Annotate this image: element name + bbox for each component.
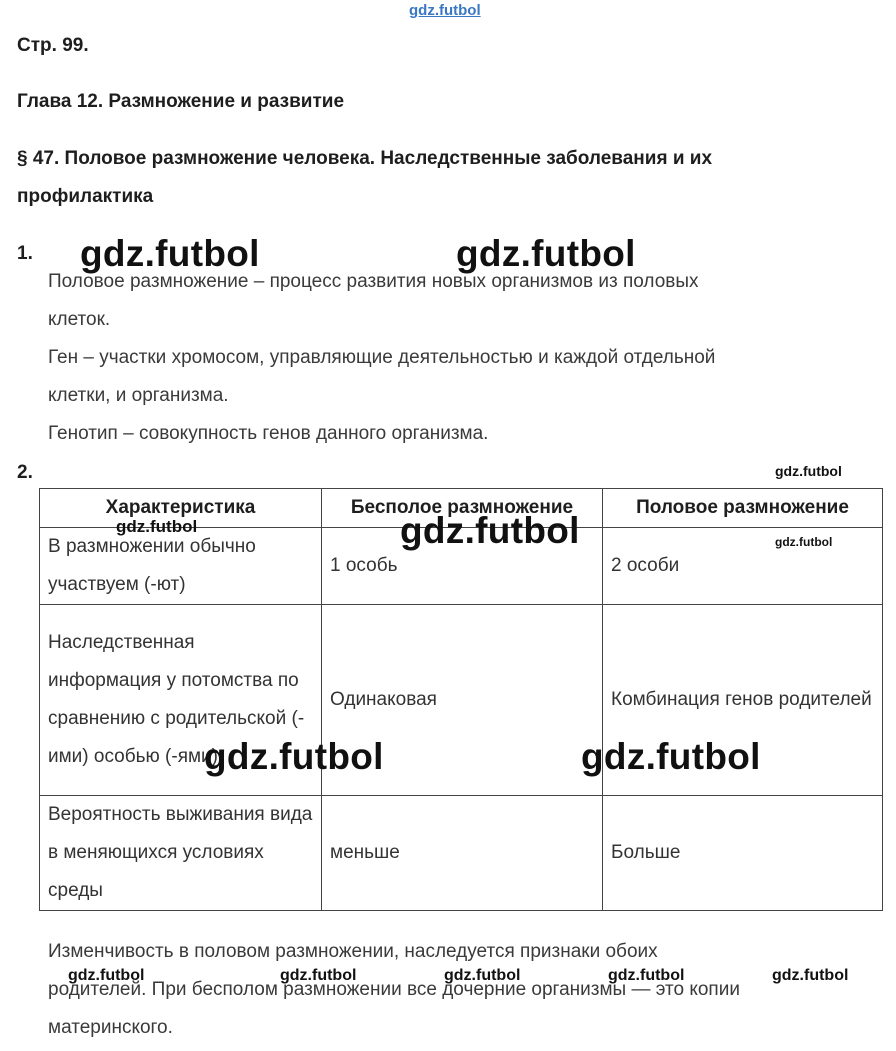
table-header-cell: Половое размножение: [603, 489, 883, 528]
table-cell: 1 особь: [322, 528, 603, 605]
answer-line: клетки, и организма.: [48, 385, 229, 406]
chapter-title: Глава 12. Размножение и развитие: [17, 91, 345, 112]
conclusion-line: родителей. При бесполом размножении все дочерние организмы — это копии: [48, 979, 740, 1000]
question-2-number: 2.: [17, 462, 33, 483]
table-cell: 2 особи: [603, 528, 883, 605]
page-number: Стр. 99.: [17, 35, 89, 56]
conclusion-line: материнского.: [48, 1017, 173, 1038]
watermark: gdz.futbol: [772, 967, 849, 984]
answer-line: Половое размножение – процесс развития новых организмов из половых: [48, 271, 699, 292]
watermark: gdz.futbol: [204, 736, 384, 777]
table-cell: меньше: [322, 796, 603, 911]
answer-line: Генотип – совокупность генов данного организма.: [48, 423, 489, 444]
watermark: gdz.futbol: [116, 517, 198, 536]
table-cell: Больше: [603, 796, 883, 911]
watermark: gdz.futbol: [444, 967, 521, 984]
table-cell: Наследственная информация у потомства по сравнению с родительской (-ими) особью (-ями): [40, 605, 322, 796]
watermark: gdz.futbol: [775, 463, 842, 479]
section-title-line2: профилактика: [17, 186, 154, 207]
answer-line: Ген – участки хромосом, управляющие деятельностью и каждой отдельной: [48, 347, 716, 368]
watermark: gdz.futbol: [280, 967, 357, 984]
section-title-line1: § 47. Половое размножение человека. Наследственные заболевания и их: [17, 148, 713, 169]
table-header-cell: Бесполое размножение: [322, 489, 603, 528]
table-cell: Вероятность выживания вида в меняющихся условиях среды: [40, 796, 322, 911]
question-2-conclusion: [48, 933, 740, 1047]
watermark: gdz.futbol: [775, 535, 833, 549]
top-watermark-link[interactable]: gdz.futbol: [409, 2, 481, 19]
watermark: gdz.futbol: [581, 736, 761, 777]
question-1-answer: [48, 263, 715, 453]
answer-line: клеток.: [48, 309, 111, 330]
question-1-number: 1.: [17, 243, 33, 264]
watermark: gdz.futbol: [456, 233, 636, 274]
watermark: gdz.futbol: [608, 967, 685, 984]
table-cell: Комбинация генов родителей: [603, 605, 883, 796]
table-cell: В размножении обычно участвуем (-ют): [40, 528, 322, 605]
watermark: gdz.futbol: [400, 510, 580, 551]
table-header-cell: Характеристика: [40, 489, 322, 528]
conclusion-line: Изменчивость в половом размножении, наследуется признаки обоих: [48, 941, 658, 962]
table-cell: Одинаковая: [322, 605, 603, 796]
watermark: gdz.futbol: [68, 967, 145, 984]
watermark: gdz.futbol: [80, 233, 260, 274]
table-row: [40, 796, 883, 911]
